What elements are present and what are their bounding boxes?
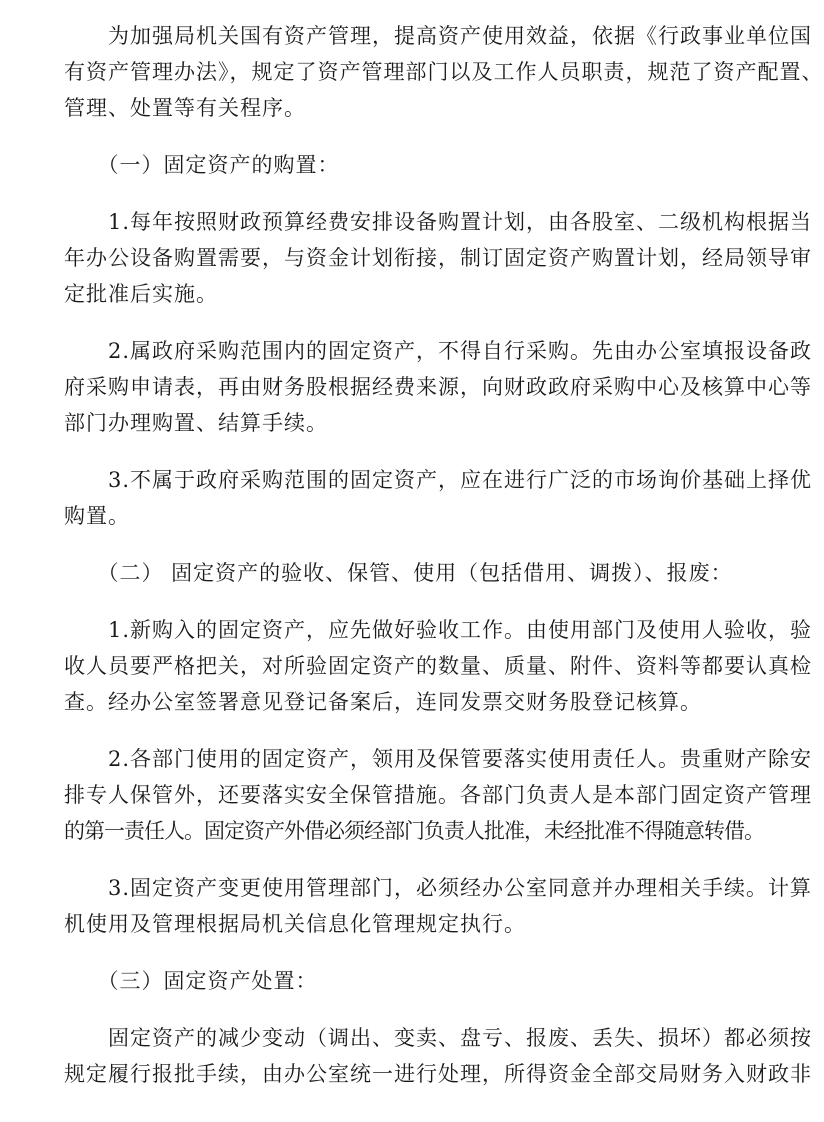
text-line: 1.新购入的固定资产，应先做好验收工作。由使用部门及使用人验收，验: [64, 618, 813, 642]
text-line: 1.每年按照财政预算经费安排设备购置计划，由各股室、二级机构根据当: [64, 210, 813, 234]
intro-paragraph: [64, 18, 824, 126]
text-line: 3.固定资产变更使用管理部门，必须经办公室同意并办理相关手续。计算: [64, 876, 813, 900]
section-heading-1: [64, 147, 740, 183]
item-3-intro: [64, 1020, 812, 1092]
item-1-2: [64, 333, 813, 441]
text-line: 2.属政府采购范围内的固定资产，不得自行采购。先由办公室填报设备政: [64, 339, 813, 363]
section-heading-2: [64, 555, 740, 591]
text-line: 管理、处置等有关程序。: [64, 96, 306, 120]
text-line: 有资产管理办法》，规定了资产管理部门以及工作人员职责，规范了资产配置、: [64, 60, 824, 84]
text-line: 2.各部门使用的固定资产，领用及保管要落实使用责任人。贵重财产除安: [64, 747, 813, 771]
item-2-1: [64, 612, 813, 720]
text-line: 部门办理购置、结算手续。: [64, 411, 328, 435]
text-line: 规定履行报批手续，由办公室统一进行处理，所得资金全部交局财务入财政非: [64, 1062, 812, 1086]
text-line: 年办公设备购置需要，与资金计划衔接，制订固定资产购置计划，经局领导审: [64, 246, 812, 270]
text-line: 的第一责任人。固定资产外借必须经部门负责人批准，未经批准不得随意转借。: [64, 819, 764, 843]
section-heading-line: （二） 固定资产的验收、保管、使用（包括借用、调拨）、报废：: [64, 561, 733, 585]
item-1-1: [64, 204, 813, 312]
item-2-2: [64, 741, 813, 849]
text-line: 查。经办公室签署意见登记备案后，连同发票交财务股登记核算。: [64, 690, 702, 714]
text-line: 收人员要严格把关，对所验固定资产的数量、质量、附件、资料等都要认真检: [64, 654, 812, 678]
text-line: 固定资产的减少变动（调出、变卖、盘亏、报废、丢失、损坏）都必须按: [64, 1026, 812, 1050]
section-heading-3: [64, 963, 740, 999]
text-line: 为加强局机关国有资产管理，提高资产使用效益，依据《行政事业单位国: [64, 24, 812, 48]
section-heading-line: （三）固定资产处置：: [64, 969, 318, 993]
text-line: 府采购申请表，再由财务股根据经费来源，向财政政府采购中心及核算中心等: [64, 375, 812, 399]
text-line: 购置。: [64, 504, 130, 528]
item-1-3: [64, 462, 813, 534]
text-line: 机使用及管理根据局机关信息化管理规定执行。: [64, 912, 526, 936]
text-line: 定批准后实施。: [64, 282, 218, 306]
document-body: [64, 18, 824, 1092]
section-heading-line: （一）固定资产的购置：: [64, 153, 340, 177]
text-line: 排专人保管外，还要落实安全保管措施。各部门负责人是本部门固定资产管理: [64, 783, 812, 807]
text-line: 3.不属于政府采购范围的固定资产，应在进行广泛的市场询价基础上择优: [64, 468, 813, 492]
item-2-3: [64, 870, 813, 942]
